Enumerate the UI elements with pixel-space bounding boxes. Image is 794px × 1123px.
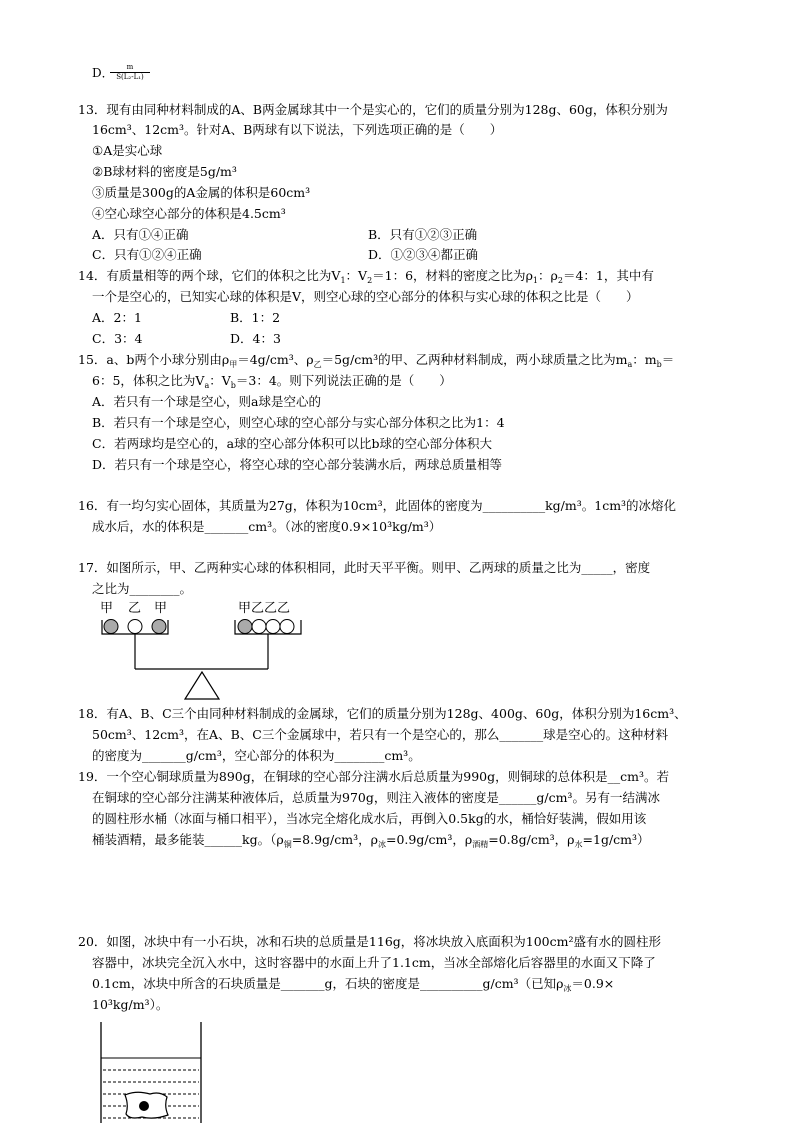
q12-option-d-label: D． — [92, 66, 114, 80]
q12-option-d-fraction — [110, 63, 150, 82]
q17-stem-line1: 17．如图所示，甲、乙两种实心球的体积相同，此时天平平衡。则甲、乙两球的质量之比为_____，密度 — [78, 560, 651, 575]
ball-jia — [104, 620, 118, 634]
q14-option-b: B．1：2 — [230, 310, 281, 325]
q15-stem-line2: 6：5，体积之比为$V_a$：$V_b=3$：4。则下列说法正确的是（ ） — [92, 373, 452, 390]
balance-left-label-2: 乙 — [128, 601, 142, 616]
ball-jia — [238, 620, 252, 634]
q14-option-a: A．2：1 — [92, 310, 142, 325]
fulcrum — [185, 672, 219, 699]
fraction-denominator: S(L₂-L₁) — [110, 72, 150, 82]
q18-stem-line3: 的密度为_______g/cm³，空心部分的体积为________cm³。 — [92, 748, 421, 763]
q15-option-c: C．若两球均是空心的，a球的空心部分体积可以比b球的空心部分体积大 — [92, 436, 493, 451]
q18-stem-line2: 50cm³、12cm³，在A、B、C三个金属球中，若只有一个是空心的，那么_______球是空心的。这种材料 — [92, 727, 669, 742]
balance-left-label-3: 甲 — [154, 601, 168, 616]
ball-yi — [280, 620, 294, 634]
q20-stem-line3: 0.1cm，冰块中所含的石块质量是_______g，石块的密度是__________g/cm³（已知$\rho_冰=0.9\times$ — [92, 976, 615, 993]
fraction-numerator: m — [126, 63, 134, 71]
stone — [139, 1101, 149, 1111]
q20-stem-line2: 容器中，冰块完全沉入水中，这时容器中的水面上升了1.1cm，当冰全部熔化后容器里的水面又下降了 — [92, 955, 656, 970]
q13-statement-4: ④空心球空心部分的体积是4.5cm³ — [92, 206, 286, 221]
q18-stem-line1: 18．有A、B、C三个由同种材料制成的金属球，它们的质量分别为128g、400g、60g，体积分别为16cm³、 — [78, 706, 687, 721]
q13-option-d: D．①②③④都正确 — [368, 247, 479, 262]
ball-yi — [128, 620, 142, 634]
q19-stem-line4: 桶装酒精，最多能装______kg。（$\rho_铜=8.9g$/cm³，$\rho_冰=0.9g$/cm³，$\rho_{酒精}=0.8g$/cm³，$\rho_水=1g/cm^3$） — [92, 832, 650, 849]
ball-yi — [252, 620, 266, 634]
q19-stem-line1: 19．一个空心铜球质量为890g，在铜球的空心部分注满水后总质量为990g，则铜球的总体积是__cm³。若 — [78, 769, 669, 784]
q15-stem-line1: 15．a、b两个小球分别由$\rho_甲=4g$/cm³、$\rho_乙=5g$/cm³的甲、乙两种材料制成，两小球质量之比为$m_a$：$m_b=$ — [78, 352, 675, 369]
q13-statement-3: ③质量是300g的A金属的体积是60cm³ — [92, 185, 311, 200]
q16-stem-line1: 16．有一均匀实心固体，其质量为27g，体积为10cm³，此固体的密度为__________kg/m³。1cm³的冰熔化 — [78, 498, 677, 513]
q15-option-d: D．若只有一个球是空心，将空心球的空心部分装满水后，两球总质量相等 — [92, 457, 503, 472]
q14-stem-line2: 一个是空心的，已知实心球的体积是V，则空心球的空心部分的体积与实心球的体积之比是（ ） — [92, 289, 639, 304]
balance-right-label: 甲乙乙乙 — [238, 601, 291, 616]
q14-option-d: D．4：3 — [230, 331, 281, 346]
q13-statement-2: ②B球材料的密度是5g/m³ — [92, 164, 237, 179]
q16-stem-line2: 成水后，水的体积是_______cm³。（冰的密度0.9×10³kg/m³） — [92, 519, 442, 534]
q20-stem-line1: 20．如图，冰块中有一小石块，冰和石块的总质量是116g，将冰块放入底面积为100cm²盛有水的圆柱形 — [78, 934, 661, 949]
q13-stem-line1: 13．现有由同种材料制成的A、B两金属球其中一个是实心的，它们的质量分别为128g、60g，体积分别为 — [78, 102, 668, 117]
q14-stem-line1: 14．有质量相等的两个球，它们的体积之比为$V_1$：$V_2=1$：6，材料的密度之比为$\rho_1$：$\rho_2=4$：1，其中有 — [78, 268, 654, 285]
ball-yi — [266, 620, 280, 634]
ball-jia — [152, 620, 166, 634]
q15-option-b: B．若只有一个球是空心，则空心球的空心部分与实心部分体积之比为1：4 — [92, 415, 505, 430]
q13-option-b: B．只有①②③正确 — [368, 227, 478, 242]
q17-stem-line2: 之比为________。 — [92, 581, 193, 596]
balance-scale-figure — [95, 612, 315, 702]
q13-option-a: A．只有①④正确 — [92, 227, 189, 242]
q20-stem-line4: 10³kg/m³）。 — [92, 997, 169, 1012]
q15-option-a: A．若只有一个球是空心，则a球是空心的 — [92, 394, 321, 409]
q13-stem-line2: 16cm³、12cm³。针对A、B两球有以下说法，下列选项正确的是（ ） — [92, 122, 503, 137]
q13-statement-1: ①A是实心球 — [92, 143, 163, 158]
q19-stem-line3: 的圆柱形水桶（冰面与桶口相平），当冰完全熔化成水后，再倒入0.5kg的水，桶恰好装满，假如用该 — [92, 811, 647, 826]
container-ice-figure — [98, 1020, 208, 1123]
balance-left-label-1: 甲 — [100, 601, 114, 616]
q13-option-c: C．只有①②④正确 — [92, 247, 202, 262]
q14-option-c: C．3：4 — [92, 331, 143, 346]
q19-stem-line2: 在铜球的空心部分注满某种液体后，总质量为970g，则注入液体的密度是______g/cm³。另有一结满冰 — [92, 790, 660, 805]
